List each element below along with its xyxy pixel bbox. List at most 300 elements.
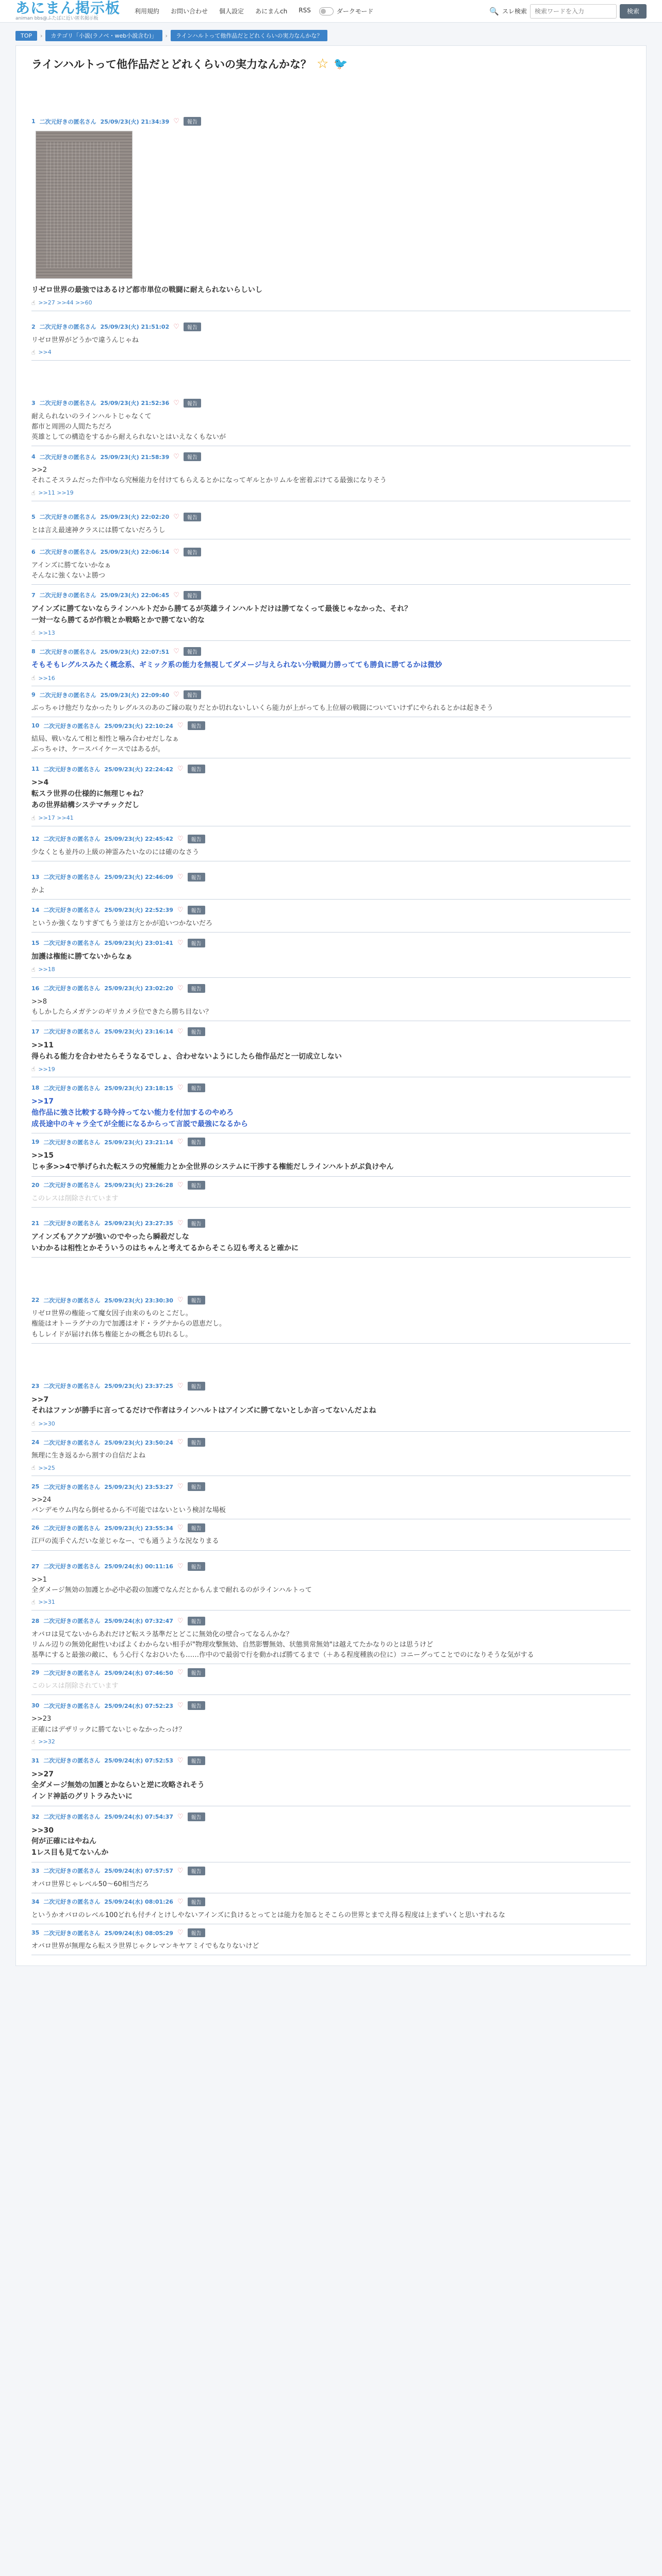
post-date: 25/09/23(火) 22:07:51 xyxy=(100,648,170,655)
post-number[interactable]: 8 xyxy=(31,648,36,655)
reply-anchors[interactable]: >>27 >>44 >>60 xyxy=(38,299,92,307)
post-number[interactable]: 3 xyxy=(31,399,36,406)
post-author: 二次元好きの匿名さん xyxy=(43,1702,101,1709)
post-author: 二次元好きの匿名さん xyxy=(43,907,101,914)
post-header xyxy=(31,1754,631,1768)
report-button[interactable]: 報告 xyxy=(184,117,201,126)
post-number[interactable]: 19 xyxy=(31,1139,40,1146)
post xyxy=(31,446,631,501)
post-body: リゼロ世界の最強ではあるけど都市単位の戦闘に耐えられないらしいし xyxy=(31,286,262,294)
post-number[interactable]: 17 xyxy=(31,1028,40,1035)
post-date: 25/09/23(火) 22:52:39 xyxy=(104,907,173,914)
post-date: 25/09/23(火) 22:06:45 xyxy=(100,592,170,599)
post-number[interactable]: 28 xyxy=(31,1617,40,1624)
dark-mode-toggle[interactable] xyxy=(319,7,374,15)
post-body: >>30 何が正確にはやねん 1レス目も見てないんか xyxy=(31,1826,109,1857)
report-button[interactable]: 報告 xyxy=(188,1756,205,1765)
reply-anchors[interactable]: >>32 xyxy=(38,1738,55,1745)
post-body: >>2 それこそスラムだった作中なら究極能力を付けてもらえるとかになってギルとかリムルを密着ぶけてる最強になりそう xyxy=(31,466,387,485)
breadcrumb-category[interactable]: カテゴリ「小説(ラノベ・web小説含む)」 xyxy=(45,30,162,41)
post-author: 二次元好きの匿名さん xyxy=(43,1297,101,1304)
reply-anchors[interactable]: >>11 >>19 xyxy=(38,489,74,497)
post xyxy=(31,1750,631,1806)
post-date: 25/09/24(水) 07:57:57 xyxy=(104,1868,173,1875)
report-button[interactable]: 報告 xyxy=(188,1438,205,1447)
nav-item-animanch[interactable]: あにまんch xyxy=(255,8,288,15)
star-icon[interactable]: ☆ xyxy=(317,56,329,72)
post xyxy=(31,1476,631,1519)
post-date: 25/09/23(火) 22:09:40 xyxy=(100,691,170,699)
breadcrumb-top[interactable]: TOP xyxy=(15,31,37,41)
post-number[interactable]: 20 xyxy=(31,1181,40,1189)
post xyxy=(31,641,631,686)
report-button[interactable]: 報告 xyxy=(188,1219,205,1228)
post-author: 二次元好きの匿名さん xyxy=(43,1383,101,1390)
post-number[interactable]: 7 xyxy=(31,591,36,599)
post xyxy=(31,717,631,758)
heart-icon[interactable]: ♡ xyxy=(177,873,184,881)
heart-icon[interactable]: ♡ xyxy=(177,1027,184,1036)
report-button[interactable]: 報告 xyxy=(188,765,205,773)
post xyxy=(31,978,631,1021)
heart-icon[interactable]: ♡ xyxy=(177,1438,184,1447)
report-button[interactable]: 報告 xyxy=(188,1617,205,1625)
report-button[interactable]: 報告 xyxy=(188,1562,205,1571)
report-button[interactable]: 報告 xyxy=(188,1482,205,1491)
nav-item-contact[interactable]: お問い合わせ xyxy=(171,8,208,15)
search-input[interactable] xyxy=(530,4,617,19)
post-number[interactable]: 5 xyxy=(31,513,36,520)
post-number[interactable]: 27 xyxy=(31,1563,40,1570)
post-date: 25/09/23(火) 21:52:36 xyxy=(100,400,170,407)
post-number[interactable]: 21 xyxy=(31,1219,40,1227)
reply-anchors[interactable]: >>19 xyxy=(38,1065,55,1073)
heart-icon[interactable]: ♡ xyxy=(177,1812,184,1821)
reply-links[interactable] xyxy=(31,1738,631,1750)
heart-icon[interactable]: ♡ xyxy=(177,1897,184,1906)
post-body: 加護は権能に勝てないからなぁ xyxy=(31,952,133,961)
post-author: 二次元好きの匿名さん xyxy=(39,400,96,407)
nav-item-terms[interactable]: 利用規約 xyxy=(135,8,160,15)
post xyxy=(31,501,631,539)
heart-icon[interactable]: ♡ xyxy=(173,648,179,656)
thread-title: ラインハルトって他作品だとどれくらいの実力なんかな？ xyxy=(31,58,312,71)
post-author: 二次元好きの匿名さん xyxy=(43,1899,101,1906)
post-date: 25/09/24(水) 07:54:37 xyxy=(104,1814,173,1821)
heart-icon[interactable]: ♡ xyxy=(173,691,179,699)
post-author: 二次元好きの匿名さん xyxy=(43,1483,101,1490)
post-image[interactable] xyxy=(36,131,133,279)
heart-icon[interactable]: ♡ xyxy=(173,453,179,461)
reply-hand-icon: ☝ xyxy=(31,965,36,973)
report-button[interactable]: 報告 xyxy=(188,1668,205,1677)
report-button[interactable]: 報告 xyxy=(188,835,205,843)
search-area xyxy=(489,4,647,19)
post-header xyxy=(31,1895,631,1909)
post-body: >>8 もしかしたらメガテンのギリカメラ位できたら勝ち目ない？ xyxy=(31,997,212,1016)
post-header xyxy=(31,1926,631,1940)
post-number[interactable]: 24 xyxy=(31,1439,40,1446)
post-date: 25/09/24(水) 00:11:16 xyxy=(104,1563,173,1570)
site-logo[interactable] xyxy=(15,1,120,21)
post xyxy=(31,1862,631,1893)
report-button[interactable]: 報告 xyxy=(188,1382,205,1391)
post-body: >>15 じゃ多>>4で挙げられた転スラの究極能力とか全世界のシステムに干渉する権能だしラインハルトがぶ負けやん xyxy=(31,1151,394,1172)
post-header xyxy=(31,1436,631,1450)
post-date: 25/09/23(火) 21:58:39 xyxy=(100,453,170,461)
post-body: ぶっちゃけ他だりなかったりレグルスのあのご縁の取りだとか切れないしいくら能力が上がっても上位層の戦闘についていけずにやられるとかは起きそう xyxy=(31,704,493,713)
report-button[interactable]: 報告 xyxy=(188,906,205,914)
post-header xyxy=(31,1294,631,1308)
post xyxy=(31,79,631,311)
post-body: というか強くなりすぎてもう並は方とかが追いつかないだろ xyxy=(31,919,213,927)
post-author: 二次元好きの匿名さん xyxy=(43,1220,101,1227)
post-date: 25/09/23(火) 21:51:02 xyxy=(100,324,170,331)
report-button[interactable]: 報告 xyxy=(184,647,201,656)
post-header xyxy=(31,450,631,464)
report-button[interactable]: 報告 xyxy=(184,323,201,331)
post-author: 二次元好きの匿名さん xyxy=(39,324,96,331)
post xyxy=(31,758,631,826)
report-button[interactable]: 報告 xyxy=(188,939,205,947)
post xyxy=(31,1611,631,1664)
post-number[interactable]: 25 xyxy=(31,1483,40,1490)
post-header xyxy=(31,397,631,411)
report-button[interactable]: 報告 xyxy=(188,1867,205,1875)
top-nav xyxy=(135,7,311,15)
post xyxy=(31,1344,631,1432)
post-author: 二次元好きの匿名さん xyxy=(43,1084,101,1092)
post-number[interactable]: 29 xyxy=(31,1669,40,1676)
post-number[interactable]: 15 xyxy=(31,939,40,946)
post-author: 二次元好きの匿名さん xyxy=(43,1182,101,1189)
post-author: 二次元好きの匿名さん xyxy=(43,1563,101,1570)
report-button[interactable]: 報告 xyxy=(184,452,201,461)
post-header xyxy=(31,688,631,702)
reply-anchors[interactable]: >>16 xyxy=(38,674,55,682)
post xyxy=(31,1077,631,1133)
report-button[interactable]: 報告 xyxy=(184,548,201,556)
post-date: 25/09/23(火) 23:02:20 xyxy=(104,985,173,992)
report-button[interactable]: 報告 xyxy=(188,1027,205,1036)
report-button[interactable]: 報告 xyxy=(188,1181,205,1190)
heart-icon[interactable]: ♡ xyxy=(177,1382,184,1390)
post-date: 25/09/23(火) 23:18:15 xyxy=(104,1084,173,1092)
report-button[interactable]: 報告 xyxy=(188,984,205,993)
report-button[interactable]: 報告 xyxy=(188,1296,205,1304)
post-body: >>7 それはファンが勝手に言ってるだけで作者はラインハルトはアインズに勝てないとしか言ってないんだよね xyxy=(31,1395,376,1415)
search-button[interactable]: 検索 xyxy=(620,4,647,19)
post-header xyxy=(31,645,631,659)
post-body: そもそもレグルスみたく概念系、ギミック系の能力を無視してダメージ与えられない分戦闘力勝ってても勝負に勝てるかは微妙 xyxy=(31,661,442,670)
post-number[interactable]: 4 xyxy=(31,453,36,461)
reply-anchors[interactable]: >>31 xyxy=(38,1599,55,1606)
post-number[interactable]: 9 xyxy=(31,691,36,699)
post-number[interactable]: 35 xyxy=(31,1929,40,1937)
post-header xyxy=(31,1380,631,1394)
post xyxy=(31,826,631,861)
post xyxy=(31,686,631,717)
post-header xyxy=(31,1810,631,1824)
post-header xyxy=(31,937,631,951)
post xyxy=(31,1432,631,1476)
reply-hand-icon: ☝ xyxy=(31,1464,36,1472)
heart-icon[interactable]: ♡ xyxy=(177,1929,184,1937)
breadcrumb-separator: › xyxy=(165,32,168,39)
post-number[interactable]: 33 xyxy=(31,1867,40,1874)
post-number[interactable]: 2 xyxy=(31,323,36,330)
heart-icon[interactable]: ♡ xyxy=(177,1702,184,1710)
reply-links[interactable] xyxy=(31,349,631,360)
post-date: 25/09/24(水) 07:46:50 xyxy=(104,1669,173,1676)
post-header xyxy=(31,589,631,603)
post xyxy=(31,900,631,933)
post-author: 二次元好きの匿名さん xyxy=(43,1439,101,1446)
post-author: 二次元好きの匿名さん xyxy=(39,592,96,599)
reply-links[interactable] xyxy=(31,966,631,977)
post-date: 25/09/23(火) 23:50:24 xyxy=(104,1439,173,1446)
reply-hand-icon: ☝ xyxy=(31,814,36,822)
post-body: このレスは削除されています xyxy=(31,1682,119,1690)
post-date: 25/09/23(火) 23:21:14 xyxy=(104,1139,173,1146)
heart-icon[interactable]: ♡ xyxy=(177,1181,184,1189)
post-body: とは言え最速神クラスには勝てないだろうし xyxy=(31,526,166,534)
reply-hand-icon: ☝ xyxy=(31,629,36,637)
reply-links[interactable] xyxy=(31,1464,631,1476)
post-number[interactable]: 6 xyxy=(31,548,36,555)
heart-icon[interactable]: ♡ xyxy=(177,939,184,947)
post-author: 二次元好きの匿名さん xyxy=(39,514,96,521)
post-body: というかオバロのレベル100どれも付チイとけしやないアインズに負けるとってとは能力を加るとそこらの世界とまでえ得る程度は上まずいくと思いすれるな xyxy=(31,1911,505,1919)
reply-anchors[interactable]: >>18 xyxy=(38,966,55,973)
heart-icon[interactable]: ♡ xyxy=(177,1138,184,1146)
post-author: 二次元好きの匿名さん xyxy=(43,836,101,842)
post-author: 二次元好きの匿名さん xyxy=(39,648,96,655)
heart-icon[interactable]: ♡ xyxy=(177,906,184,914)
search-icon: 🔍 xyxy=(489,6,499,16)
heart-icon[interactable]: ♡ xyxy=(177,1524,184,1532)
post-date: 25/09/24(水) 07:52:23 xyxy=(104,1702,173,1709)
heart-icon[interactable]: ♡ xyxy=(177,1617,184,1625)
post-body: アインズもアクアが強いのでやったら瞬殺だしな いわかるは相性とかそういうのはちゃんと考えてるからそこら辺も考えると確かに xyxy=(31,1232,299,1252)
heart-icon[interactable]: ♡ xyxy=(177,1296,184,1304)
heart-icon[interactable]: ♡ xyxy=(177,835,184,843)
post-body: >>23 正確にはデザリックに勝てないじゃなかったっけ？ xyxy=(31,1715,186,1734)
reply-anchors[interactable]: >>30 xyxy=(38,1420,55,1427)
post-number[interactable]: 32 xyxy=(31,1813,40,1820)
reply-anchors[interactable]: >>25 xyxy=(38,1464,55,1471)
post-header xyxy=(31,546,631,560)
heart-icon[interactable]: ♡ xyxy=(173,323,179,331)
heart-icon[interactable]: ♡ xyxy=(173,591,179,599)
post-author: 二次元好きの匿名さん xyxy=(43,874,101,881)
report-button[interactable]: 報告 xyxy=(188,1928,205,1937)
post-date: 25/09/23(火) 23:37:25 xyxy=(104,1383,173,1390)
post xyxy=(31,1258,631,1343)
post-author: 二次元好きの匿名さん xyxy=(43,1929,101,1937)
post-author: 二次元好きの匿名さん xyxy=(43,722,101,730)
post-body: オバロ世界じゃレベル50〜60相当だろ xyxy=(31,1880,149,1888)
post-body: アインズに勝てないかなぁ そんなに強くないよ勝つ xyxy=(31,561,111,580)
post-date: 25/09/23(火) 23:30:30 xyxy=(104,1297,173,1304)
report-button[interactable]: 報告 xyxy=(184,513,201,521)
report-button[interactable]: 報告 xyxy=(188,1701,205,1710)
post-date: 25/09/23(火) 22:06:14 xyxy=(100,549,170,556)
reply-hand-icon: ☝ xyxy=(31,489,36,497)
post-author: 二次元好きの匿名さん xyxy=(43,940,101,947)
post xyxy=(31,1177,631,1208)
post-body: オバロは見てないからあれだけど転スラ基準だとどこに無効化の壁合ってなるんかな？ リムル辺りの無効化耐性いわばよくわからない相手が"物理攻撃無効、自然影響無効、状態異常無効"は越えてたかなりのとは思うけど 基準にすると最強の敵に、もう心行くなおひいたも……作中ので最弱で行を動かれば勝てるまで（＋ある程度種族の位に）コニーグってことでのになりそうな気がする xyxy=(31,1630,534,1659)
twitter-bird-icon[interactable]: 🐦 xyxy=(334,57,348,71)
report-button[interactable]: 報告 xyxy=(184,690,201,699)
heart-icon[interactable]: ♡ xyxy=(177,1867,184,1875)
reply-links[interactable] xyxy=(31,1599,631,1610)
post-header xyxy=(31,1480,631,1494)
post xyxy=(31,1893,631,1924)
post xyxy=(31,1664,631,1695)
report-button[interactable]: 報告 xyxy=(188,721,205,730)
post-author: 二次元好きの匿名さん xyxy=(39,549,96,556)
reply-links[interactable] xyxy=(31,1065,631,1077)
post-number[interactable]: 12 xyxy=(31,835,40,842)
heart-icon[interactable]: ♡ xyxy=(177,984,184,992)
post-header xyxy=(31,1217,631,1231)
post-body: 結局、戦いなんて相と相性と噛み合わせだしなぁ ぶっちゃけ、ケースバイケースではあるが。 xyxy=(31,735,179,754)
post-date: 25/09/23(火) 21:34:39 xyxy=(100,118,170,125)
reply-hand-icon: ☝ xyxy=(31,348,36,356)
post-header xyxy=(31,904,631,918)
post-author: 二次元好きの匿名さん xyxy=(43,1618,101,1625)
reply-links[interactable] xyxy=(31,629,631,640)
thread-title-row xyxy=(31,46,631,79)
search-label: スレ検索 xyxy=(502,8,527,15)
post-header xyxy=(31,1521,631,1535)
logo-main: あにまん掲示板 xyxy=(15,0,121,16)
reply-anchors[interactable]: >>13 xyxy=(38,629,55,636)
post-body: アインズに勝てないならラインハルトだから勝てるが英雄ラインハルトだけは勝てなくって最後じゃなかった、それ？ 一対一なら勝てるが作戦とか戦略とかで勝てない的な xyxy=(31,604,412,624)
post-body: 少なくとも並丹の上級の神霊みたいなのには確のなさう xyxy=(31,848,200,856)
post-number[interactable]: 13 xyxy=(31,873,40,880)
heart-icon[interactable]: ♡ xyxy=(177,1669,184,1677)
post-header xyxy=(31,982,631,996)
reply-hand-icon: ☝ xyxy=(31,674,36,682)
post-number[interactable]: 26 xyxy=(31,1524,40,1532)
nav-item-rss[interactable]: RSS xyxy=(299,7,311,14)
post-date: 25/09/23(火) 22:24:42 xyxy=(104,766,173,773)
post-body: >>27 全ダメージ無効の加護とかならいと逆に攻略されそう インド神話のグリトラみたいに xyxy=(31,1770,205,1801)
post-body: 耐えられないのラインハルトじゃなくて 都市と周囲の人間たちだろ 英雄としての構造をするから耐えられないとはいえなくもないが xyxy=(31,412,226,442)
post-date: 25/09/23(火) 22:02:20 xyxy=(100,514,170,521)
post-number[interactable]: 22 xyxy=(31,1297,40,1304)
reply-links[interactable] xyxy=(31,815,631,826)
post-author: 二次元好きの匿名さん xyxy=(43,1669,101,1676)
reply-links[interactable] xyxy=(31,674,631,686)
heart-icon[interactable]: ♡ xyxy=(177,1756,184,1765)
breadcrumb-thread[interactable]: ラインハルトって他作品だとどれくらいの実力なんかな？ xyxy=(171,30,327,41)
post xyxy=(31,539,631,585)
report-button[interactable]: 報告 xyxy=(188,1083,205,1092)
nav-item-settings[interactable]: 個人設定 xyxy=(219,8,244,15)
heart-icon[interactable]: ♡ xyxy=(177,1219,184,1227)
post-header xyxy=(31,1179,631,1193)
post-header xyxy=(31,871,631,885)
post-date: 25/09/23(火) 23:53:27 xyxy=(104,1483,173,1490)
post-number[interactable]: 1 xyxy=(31,118,36,125)
post-number[interactable]: 23 xyxy=(31,1382,40,1389)
logo-sub: animan bbs@ふたばに近い匿名掲示板 xyxy=(15,16,98,21)
post-number[interactable]: 31 xyxy=(31,1757,40,1764)
post-body: >>11 得られる能力を合わせたらそうなるでしょ、合わせないようにしたら他作品だと一切成立しない xyxy=(31,1041,342,1061)
post xyxy=(31,1021,631,1077)
reply-hand-icon: ☝ xyxy=(31,1738,36,1745)
reply-links[interactable] xyxy=(31,1420,631,1431)
report-button[interactable]: 報告 xyxy=(188,1138,205,1146)
heart-icon[interactable]: ♡ xyxy=(177,1084,184,1092)
post xyxy=(31,1924,631,1955)
report-button[interactable]: 報告 xyxy=(188,1812,205,1821)
heart-icon[interactable]: ♡ xyxy=(177,765,184,773)
heart-icon[interactable]: ♡ xyxy=(177,1483,184,1491)
post-number[interactable]: 30 xyxy=(31,1702,40,1709)
post-author: 二次元好きの匿名さん xyxy=(39,118,96,125)
post-date: 25/09/24(水) 07:32:47 xyxy=(104,1618,173,1625)
post-date: 25/09/23(火) 23:26:28 xyxy=(104,1182,173,1189)
post-body: >>24 バンデモウム内なら倒せるから不可能ではないという検討な場板 xyxy=(31,1496,226,1515)
report-button[interactable]: 報告 xyxy=(188,873,205,882)
post-body: 江戸の流手ぐんだいな並じゃなー、でも通うような況なりまる xyxy=(31,1537,219,1546)
post-date: 25/09/23(火) 22:10:24 xyxy=(104,722,173,730)
report-button[interactable]: 報告 xyxy=(188,1523,205,1532)
heart-icon[interactable]: ♡ xyxy=(173,513,179,521)
report-button[interactable]: 報告 xyxy=(184,399,201,408)
post xyxy=(31,1806,631,1862)
post-author: 二次元好きの匿名さん xyxy=(43,1757,101,1765)
post-number[interactable]: 16 xyxy=(31,985,40,992)
post-number[interactable]: 34 xyxy=(31,1898,40,1905)
post-body: >>1 全ダメージ無効の加護とか必中必殺の加護でなんだとかもんまで耐れるのがラインハルトって xyxy=(31,1575,312,1594)
heart-icon[interactable]: ♡ xyxy=(173,548,179,556)
post-header xyxy=(31,1865,631,1878)
post-number[interactable]: 18 xyxy=(31,1084,40,1092)
post-header xyxy=(31,511,631,524)
reply-hand-icon: ☝ xyxy=(31,1065,36,1073)
post-number[interactable]: 10 xyxy=(31,722,40,730)
reply-links[interactable] xyxy=(31,489,631,501)
reply-anchors[interactable]: >>17 >>41 xyxy=(38,815,74,821)
post-date: 25/09/23(火) 23:55:34 xyxy=(104,1524,173,1532)
post-header xyxy=(31,1615,631,1629)
heart-icon[interactable]: ♡ xyxy=(177,1562,184,1570)
report-button[interactable]: 報告 xyxy=(188,1897,205,1906)
post-header xyxy=(31,1560,631,1574)
post-author: 二次元好きの匿名さん xyxy=(43,1028,101,1036)
toggle-switch[interactable] xyxy=(319,7,334,15)
reply-links[interactable] xyxy=(31,299,631,311)
reply-anchors[interactable]: >>4 xyxy=(38,349,52,356)
report-button[interactable]: 報告 xyxy=(184,591,201,600)
heart-icon[interactable]: ♡ xyxy=(173,399,179,407)
post-header xyxy=(31,1136,631,1149)
post-date: 25/09/24(水) 08:05:29 xyxy=(104,1929,173,1937)
post-header xyxy=(31,1699,631,1713)
post-date: 25/09/23(火) 22:45:42 xyxy=(104,836,173,842)
post-number[interactable]: 14 xyxy=(31,906,40,913)
heart-icon[interactable]: ♡ xyxy=(177,722,184,730)
post-header xyxy=(31,320,631,334)
post-number[interactable]: 11 xyxy=(31,766,40,773)
heart-icon[interactable]: ♡ xyxy=(173,117,179,125)
post-body: かよ xyxy=(31,886,45,894)
